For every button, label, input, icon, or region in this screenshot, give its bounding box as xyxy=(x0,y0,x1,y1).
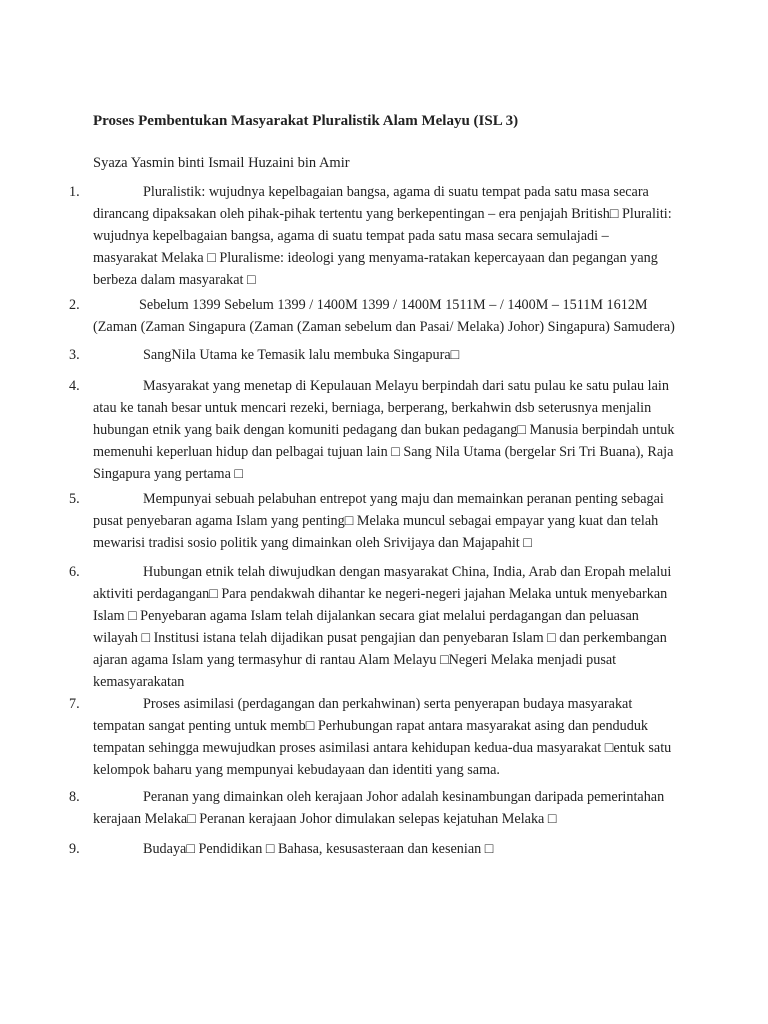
text-line: Proses asimilasi (perdagangan dan perkahwinan) serta penyerapan budaya masyarakat xyxy=(143,696,633,712)
text-line: Islam □ Penyebaran agama Islam telah dijalankan secara giat melalui perdagangan dan peluasan xyxy=(93,608,639,624)
list-item-number: 4. xyxy=(69,378,80,394)
text-line: kelompok baharu yang mempunyai kebudayaan dan identiti yang sama. xyxy=(93,762,500,778)
list-item-number: 8. xyxy=(69,789,80,805)
list-item-text xyxy=(93,488,683,554)
text-line: (Zaman (Zaman Singapura (Zaman (Zaman sebelum dan Pasai/ Melaka) Johor) Singapura) Samudera) xyxy=(93,319,675,335)
text-line: wilayah □ Institusi istana telah dijadikan pusat pengajian dan penyebaran Islam □ dan perkembangan xyxy=(93,630,667,646)
document-author: Syaza Yasmin binti Ismail Huzaini bin Amir xyxy=(93,155,350,171)
text-line: mewarisi tradisi sosio politik yang dimainkan oleh Srivijaya dan Majapahit □ xyxy=(93,535,532,551)
list-item-number: 3. xyxy=(69,347,80,363)
list-item-number: 7. xyxy=(69,696,80,712)
text-line: Singapura yang pertama □ xyxy=(93,466,244,482)
text-line: ajaran agama Islam yang termasyhur di rantau Alam Melayu □Negeri Melaka menjadi pusat xyxy=(93,652,617,668)
document-title: Proses Pembentukan Masyarakat Pluralistik Alam Melayu (ISL 3) xyxy=(93,113,519,129)
text-line: hubungan etnik yang baik dengan komuniti pedagang dan bukan pedagang□ Manusia berpindah untuk xyxy=(93,422,675,438)
text-line: dirancang dipaksakan oleh pihak-pihak tertentu yang berkepentingan – era penjajah British□ Pluraliti: xyxy=(93,206,672,222)
text-line: kemasyarakatan xyxy=(93,674,185,690)
list-item-text xyxy=(93,786,683,830)
list-item-text xyxy=(93,693,683,781)
text-line: Mempunyai sebuah pelabuhan entrepot yang maju dan memainkan peranan penting sebagai xyxy=(143,491,664,507)
list-item-text xyxy=(93,838,683,860)
list-item-text xyxy=(93,375,683,485)
text-line: atau ke tanah besar untuk mencari rezeki, berniaga, berperang, berkahwin dsb seterusnya menjalin xyxy=(93,400,652,416)
text-line: kerajaan Melaka□ Peranan kerajaan Johor dimulakan selepas kejatuhan Melaka □ xyxy=(93,811,557,827)
list-item-number: 5. xyxy=(69,491,80,507)
text-line: Pluralistik: wujudnya kepelbagaian bangsa, agama di suatu tempat pada satu masa secara xyxy=(143,184,649,200)
text-line: wujudnya kepelbagaian bangsa, agama di suatu tempat pada satu masa secara semulajadi – xyxy=(93,228,609,244)
list-item-text xyxy=(93,181,683,291)
text-line: berbeza dalam masyarakat □ xyxy=(93,272,256,288)
text-line: Hubungan etnik telah diwujudkan dengan masyarakat China, India, Arab dan Eropah melalui xyxy=(143,564,672,580)
text-line: memenuhi keperluan hidup dan pelbagai tujuan lain □ Sang Nila Utama (bergelar Sri Tri Buana), Raja xyxy=(93,444,674,460)
list-item-text xyxy=(93,561,683,693)
text-line: Masyarakat yang menetap di Kepulauan Melayu berpindah dari satu pulau ke satu pulau lain xyxy=(143,378,669,394)
text-line: tempatan sangat penting untuk memb□ Perhubungan rapat antara masyarakat asing dan penduduk xyxy=(93,718,649,734)
text-line: Sebelum 1399 Sebelum 1399 / 1400M 1399 / 1400M 1511M – / 1400M – 1511M 1612M xyxy=(139,297,648,313)
list-item-text xyxy=(93,294,683,338)
text-line: tempatan sehingga mewujudkan proses asimilasi antara kehidupan kedua-dua masyarakat □entuk satu xyxy=(93,740,672,756)
list-item-number: 6. xyxy=(69,564,80,580)
text-line: aktiviti perdagangan□ Para pendakwah dihantar ke negeri-negeri jajahan Melaka untuk menyebarkan xyxy=(93,586,668,602)
list-item-text xyxy=(93,344,683,366)
text-line: pusat penyebaran agama Islam yang penting□ Melaka muncul sebagai empayar yang kuat dan telah xyxy=(93,513,659,529)
list-item-number: 1. xyxy=(69,184,80,200)
text-line: masyarakat Melaka □ Pluralisme: ideologi yang menyama-ratakan kepercayaan dan pegangan yang xyxy=(93,250,658,266)
text-line: Peranan yang dimainkan oleh kerajaan Johor adalah kesinambungan daripada pemerintahan xyxy=(143,789,665,805)
text-line: Budaya□ Pendidikan □ Bahasa, kesusasteraan dan kesenian □ xyxy=(143,841,494,857)
text-line: SangNila Utama ke Temasik lalu membuka Singapura□ xyxy=(143,347,460,363)
list-item-number: 9. xyxy=(69,841,80,857)
list-item-number: 2. xyxy=(69,297,80,313)
